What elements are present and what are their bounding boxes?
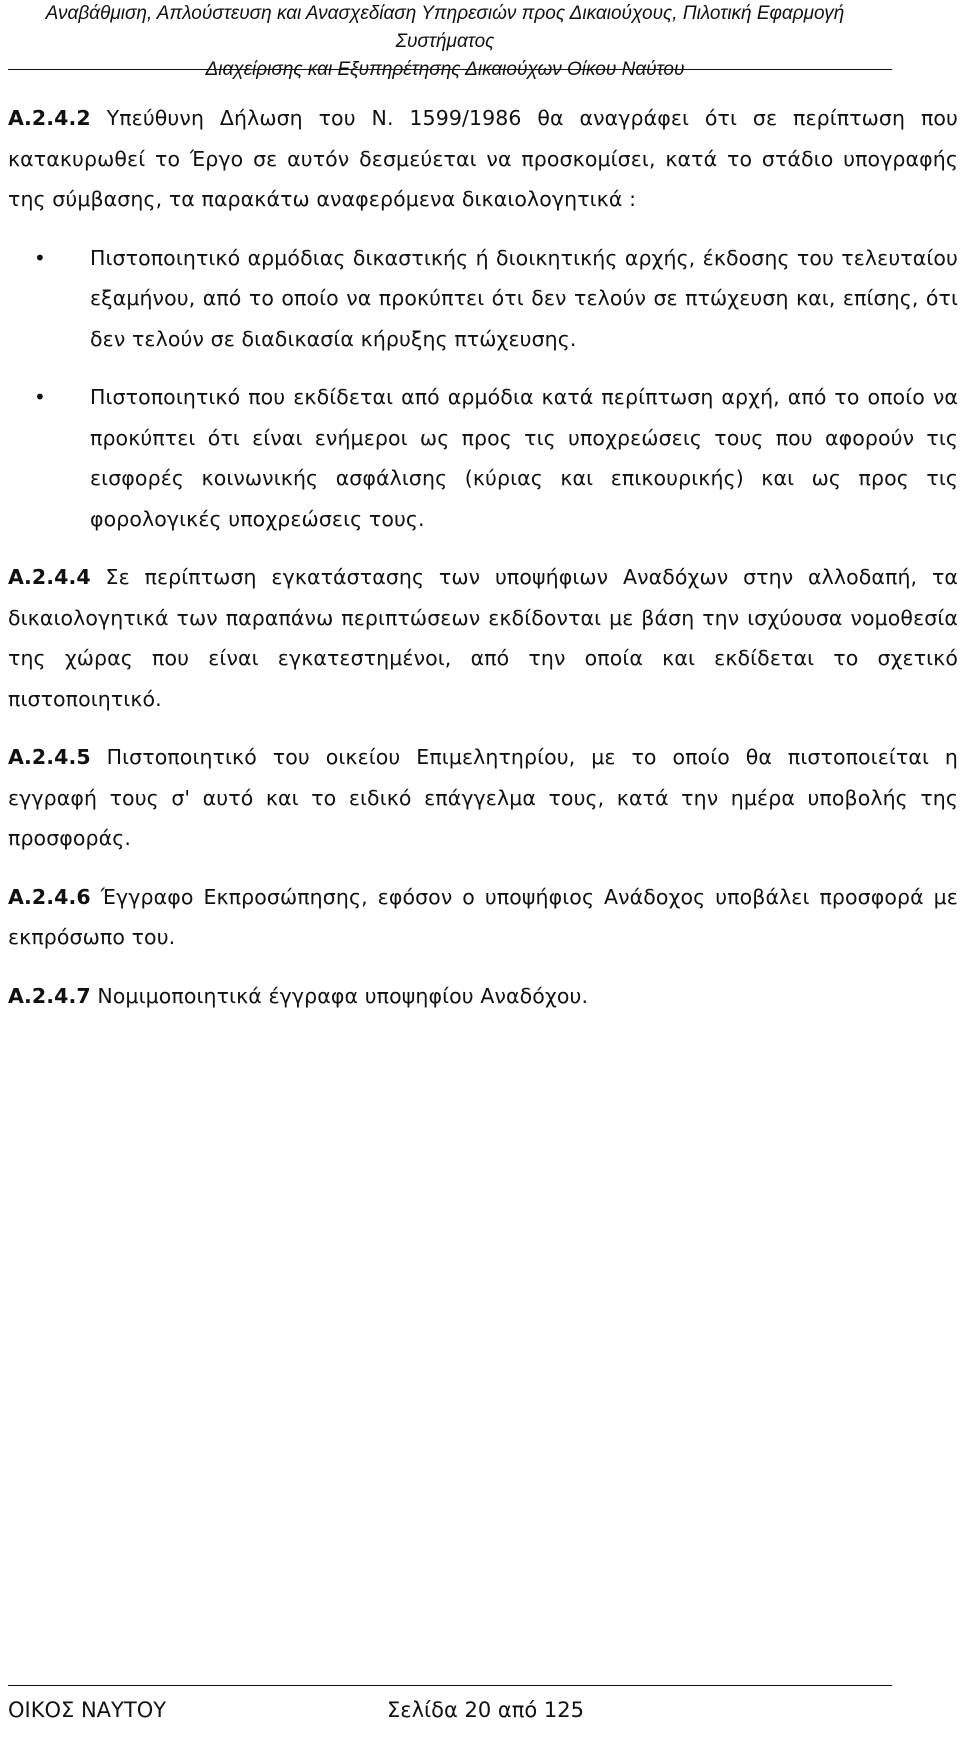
header-divider [8,69,892,70]
requirements-list [8,238,958,540]
list-item [8,377,958,539]
footer-divider [8,1685,892,1686]
paragraph-text: Νομιμοποιητικά έγγραφα υποψηφίου Αναδόχου. [90,983,589,1008]
footer-organization: ΟΙΚΟΣ ΝΑΥΤΟΥ [8,1698,167,1722]
paragraph-text: Υπεύθυνη Δήλωση του Ν. 1599/1986 θα αναγράφει ότι σε περίπτωση που κατακυρωθεί το Έργο σε αυτόν δεσμεύεται να προσκομίσει, κατά το στάδιο υπογραφής της σύμβασης, τα παρακάτω αναφερόμενα δικαιολογητικά : [8,106,958,211]
section-number: Α.2.4.2 [8,106,91,130]
paragraph-a244 [8,557,958,719]
header-title-line-2: Διαχείρισης και Εξυπηρέτησης Δικαιούχων Οίκου Ναύτου [205,59,685,80]
paragraph-a245 [8,737,958,859]
paragraph-text: Πιστοποιητικό του οικείου Επιμελητηρίου, με το οποίο θα πιστοποιείται η εγγραφή τους σ' αυτό και το ειδικό επάγγελμα τους, κατά την ημέρα υποβολής της προσφοράς. [8,745,958,850]
paragraph-a247 [8,976,958,1017]
list-item [8,238,958,360]
bullet-icon: • [34,385,46,409]
paragraph-a242 [8,98,958,220]
section-number: Α.2.4.6 [8,884,91,909]
header-title-line-1: Αναβάθμιση, Απλούστευση και Ανασχεδίαση Υπηρεσιών προς Δικαιούχους, Πιλοτική Εφαρμογή Συστήματος [45,3,845,52]
list-item-text: Πιστοποιητικό αρμόδιας δικαστικής ή διοικητικής αρχής, έκδοσης του τελευταίου εξαμήνου, από το οποίο να προκύπτει ότι δεν τελούν σε πτώχευση και, επίσης, ότι δεν τελούν σε διαδικασία κήρυξης πτώχευσης. [90,245,958,351]
document-body [8,98,958,1016]
paragraph-text: Έγγραφο Εκπροσώπησης, εφόσον ο υποψήφιος Ανάδοχος υποβάλει προσφορά με εκπρόσωπο του. [8,884,958,949]
page-footer [8,1690,892,1730]
section-number: Α.2.4.7 [8,983,91,1008]
page-number: Σελίδα 20 από 125 [387,1698,585,1722]
bullet-icon: • [34,245,46,270]
paragraph-a246 [8,877,958,958]
page-header [0,0,890,84]
paragraph-text: Σε περίπτωση εγκατάστασης των υποψήφιων Αναδόχων στην αλλοδαπή, τα δικαιολογητικά των παραπάνω περιπτώσεων εκδίδονται με βάση την ισχύουσα νομοθεσία της χώρας που είναι εγκατεστημένοι, από την οποία και εκδίδεται το σχετικό πιστοποιητικό. [8,565,958,711]
section-number: Α.2.4.4 [8,565,91,589]
list-item-text: Πιστοποιητικό που εκδίδεται από αρμόδια κατά περίπτωση αρχή, από το οποίο να προκύπτει ότι είναι ενήμεροι ως προς τις υποχρεώσεις τους που αφορούν τις εισφορές κοινωνικής ασφάλισης (κύριας και επικουρικής) και ως προς τις φορολογικές υποχρεώσεις τους. [90,385,958,531]
section-number: Α.2.4.5 [8,745,91,769]
